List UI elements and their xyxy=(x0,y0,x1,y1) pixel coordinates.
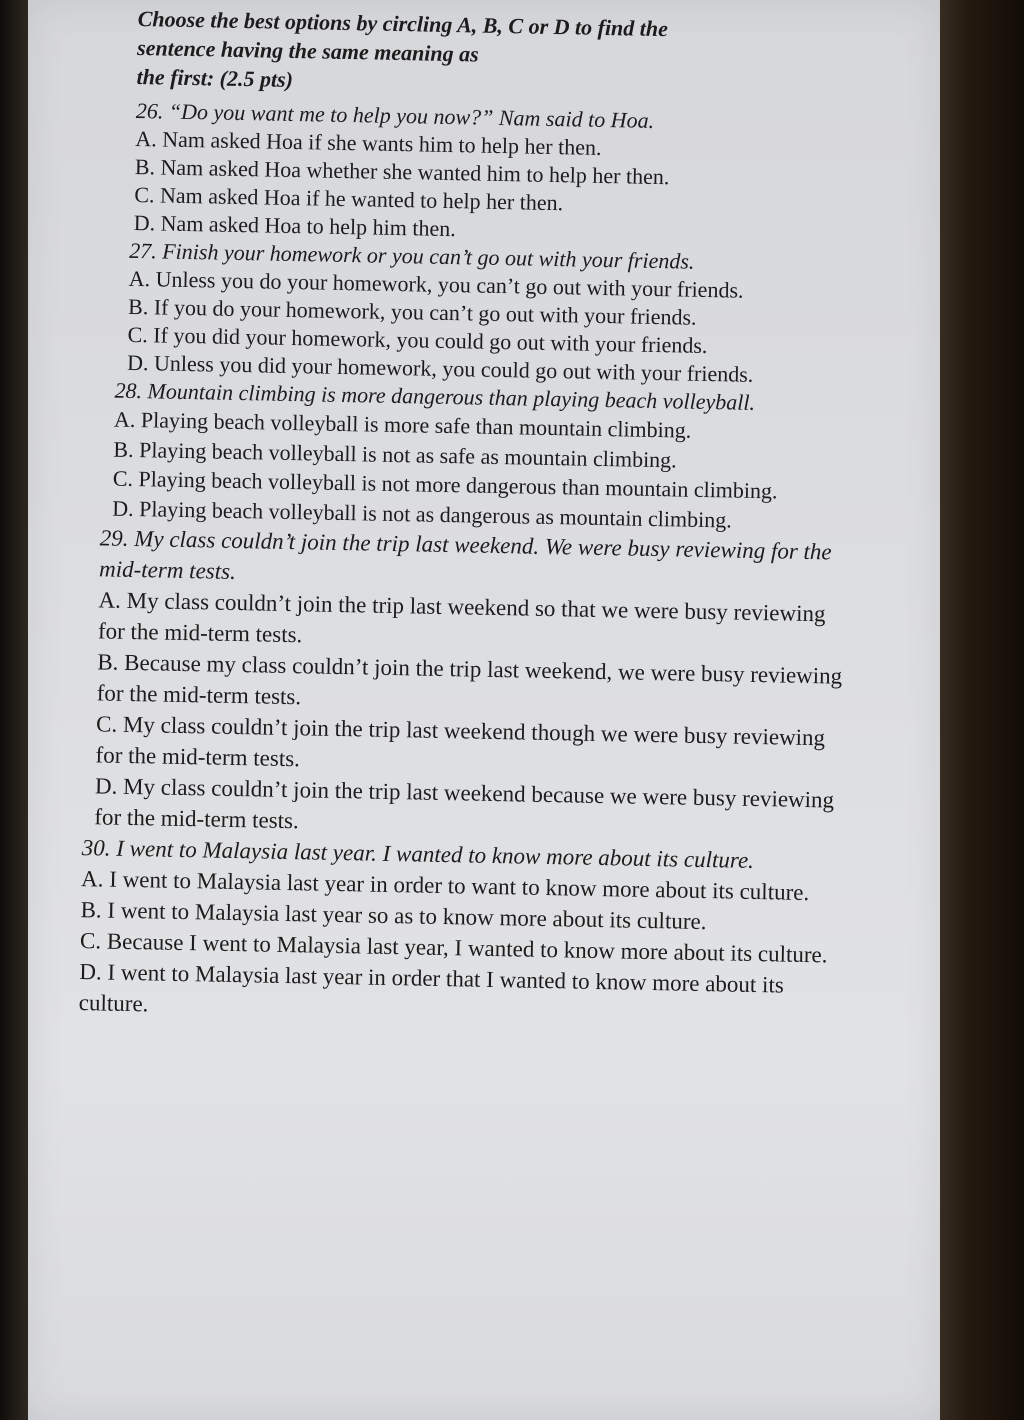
option-c[interactable]: C. Nam asked Hoa if he wanted to help her then. xyxy=(134,181,564,216)
option-b[interactable]: B. Nam asked Hoa whether she wanted him to help her then. xyxy=(134,153,670,190)
instructions-line-2: sentence having the same meaning as xyxy=(136,34,479,67)
worksheet-paper xyxy=(28,0,940,1420)
option-c[interactable]: C. Playing beach volleyball is not more dangerous than mountain climbing. xyxy=(112,465,778,504)
question-29 xyxy=(94,522,848,846)
worksheet-content xyxy=(78,4,858,1033)
question-30 xyxy=(79,832,842,1033)
option-d[interactable]: D. Playing beach volleyball is not as dangerous as mountain climbing. xyxy=(112,495,733,532)
option-a[interactable]: A. Unless you do your homework, you can’t go out with your friends. xyxy=(128,265,744,303)
option-d[interactable]: D. My class couldn’t join the trip last weekend because we were busy reviewing for the mid-term tests. xyxy=(94,773,835,834)
option-c[interactable]: C. Because I went to Malaysia last year, I wanted to know more about its culture. xyxy=(79,928,828,968)
option-a[interactable]: A. I went to Malaysia last year in order to want to know more about its culture. xyxy=(80,866,810,906)
question-26 xyxy=(134,97,857,251)
option-d[interactable]: D. I went to Malaysia last year in order that I wanted to know more about its culture. xyxy=(78,959,785,1017)
instructions-line-1: Choose the best options by circling A, B, C or D to find the xyxy=(137,5,669,42)
option-c[interactable]: C. My class couldn’t join the trip last weekend though we were busy reviewing for the mid-term tests. xyxy=(95,711,826,772)
question-28 xyxy=(112,377,851,537)
option-a[interactable]: A. Playing beach volleyball is more safe than mountain climbing. xyxy=(113,406,692,443)
option-a[interactable]: A. Nam asked Hoa if she wants him to help her then. xyxy=(135,125,602,160)
question-stem: 30. I went to Malaysia last year. I wanted to know more about its culture. xyxy=(81,835,755,873)
instructions-heading xyxy=(136,4,858,105)
option-b[interactable]: B. Because my class couldn’t join the trip last weekend, we were busy reviewing for the mid-term tests. xyxy=(96,649,843,710)
question-stem: 29. My class couldn’t join the trip last weekend. We were busy reviewing for the mid-term tests. xyxy=(98,525,832,584)
option-c[interactable]: C. If you did your homework, you could go out with your friends. xyxy=(127,321,708,358)
option-d[interactable]: D. Unless you did your homework, you could go out with your friends. xyxy=(126,349,754,387)
question-stem: 26. “Do you want me to help you now?” Nam said to Hoa. xyxy=(135,97,655,133)
question-stem: 27. Finish your homework or you can’t go out with your friends. xyxy=(129,237,695,274)
option-b[interactable]: B. Playing beach volleyball is not as safe as mountain climbing. xyxy=(113,436,677,472)
background-right xyxy=(934,0,1024,1420)
option-b[interactable]: B. I went to Malaysia last year so as to know more about its culture. xyxy=(80,897,707,935)
option-b[interactable]: B. If you do your homework, you can’t go out with your friends. xyxy=(127,293,697,330)
option-d[interactable]: D. Nam asked Hoa to help him then. xyxy=(133,209,456,242)
option-a[interactable]: A. My class couldn’t join the trip last weekend so that we were busy reviewing for the mid-term tests. xyxy=(97,587,826,648)
question-27 xyxy=(127,237,854,391)
instructions-line-3: the first: (2.5 pts) xyxy=(136,63,294,92)
question-stem: 28. Mountain climbing is more dangerous than playing beach volleyball. xyxy=(114,377,756,415)
